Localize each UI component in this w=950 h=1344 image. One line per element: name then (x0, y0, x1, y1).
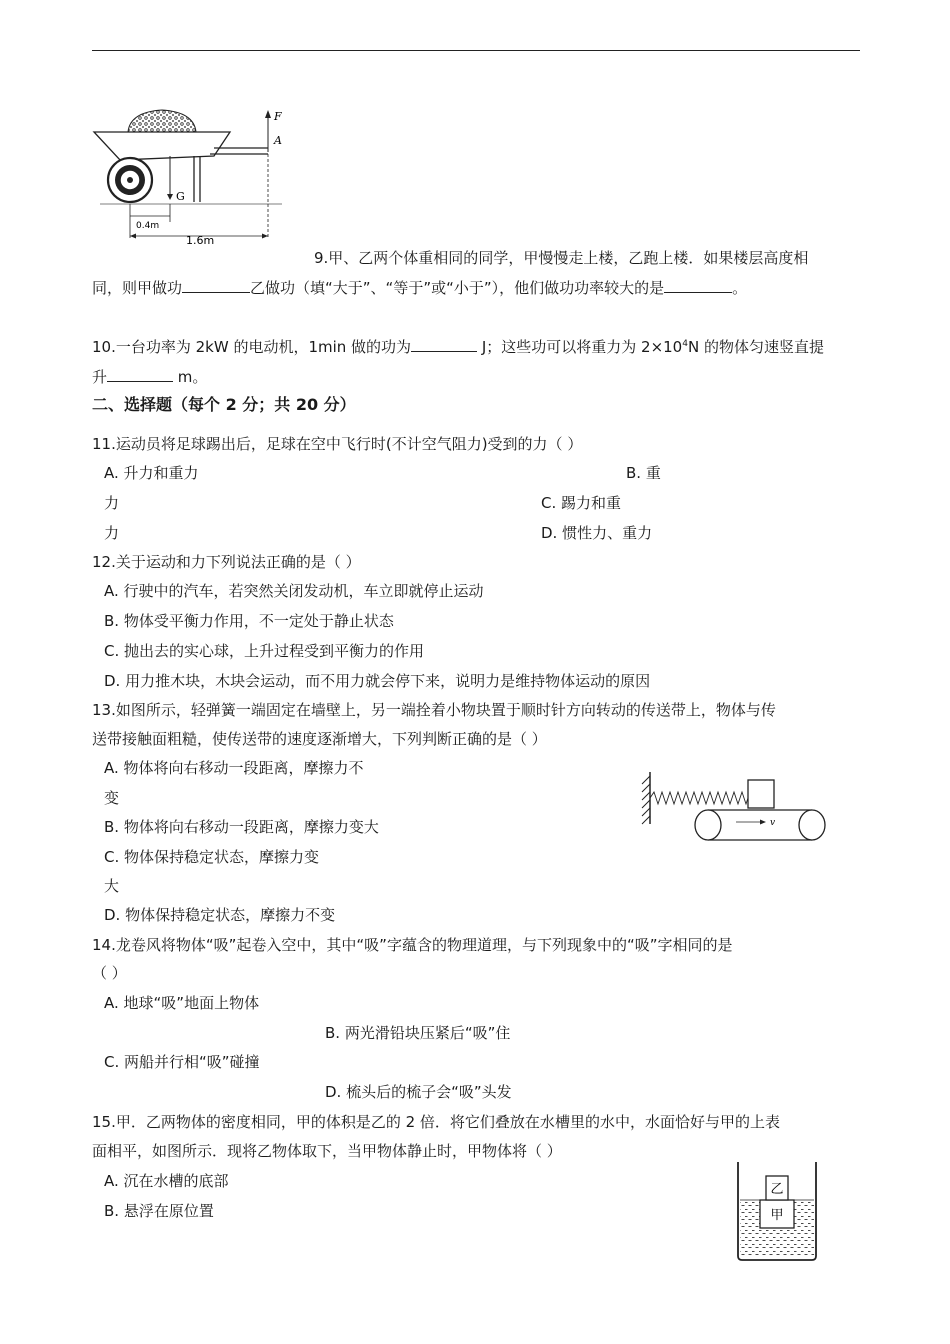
q10-exponent: 4 (682, 339, 688, 349)
wall-hatch (642, 776, 650, 824)
force-arrowhead (265, 110, 271, 118)
leg-shape (194, 156, 200, 202)
q10-blank-2 (107, 367, 173, 382)
q10-line1-a: 10.一台功率为 2kW 的电动机，1min 做的功为 (92, 338, 412, 356)
force-label: F (274, 110, 282, 123)
q12-option-a[interactable]: A. 行驶中的汽车，若突然关闭发动机，车立即就停止运动 (104, 582, 484, 600)
velocity-label: v (770, 818, 776, 828)
long-dist-label: 1.6m (186, 234, 215, 246)
weight-arrowhead (167, 194, 173, 200)
q13-stem-1: 13.如图所示，轻弹簧一端固定在墙壁上，另一端拴着小物块置于顺时针方向转动的传送带上，物体与传 (92, 701, 776, 719)
q15-stem-2: 面相平，如图所示．现将乙物体取下，当甲物体静止时，甲物体将（ ） (92, 1142, 562, 1160)
q10-blank-1 (411, 337, 477, 352)
section-2-title: 二、选择题（每个 2 分；共 20 分） (92, 395, 356, 414)
q10-line2-a: 升 (92, 368, 108, 386)
q14-stem-1: 14.龙卷风将物体“吸”起卷入空中，其中“吸”字蕴含的物理道理，与下列现象中的“吸”字相同的是 (92, 936, 733, 954)
q13-option-d[interactable]: D. 物体保持稳定状态，摩擦力不变 (104, 906, 336, 924)
q9-line2-a: 同，则甲做功 (92, 279, 183, 297)
q11-option-b-cont: 力 (104, 494, 120, 512)
weight-label: G (176, 190, 185, 203)
wheelbarrow-figure (90, 104, 290, 246)
left-roller (695, 810, 721, 840)
spring (650, 792, 752, 804)
q13-stem-2: 送带接触面粗糙，使传送带的速度逐渐增大，下列判断正确的是（ ） (92, 730, 547, 748)
q15-stem-1: 15.甲．乙两物体的密度相同，甲的体积是乙的 2 倍．将它们叠放在水槽里的水中，水面恰好与甲的上表 (92, 1113, 780, 1131)
q11-stem: 11.运动员将足球踢出后，足球在空中飞行时(不计空气阻力)受到的力（ ） (92, 435, 583, 453)
q10-line1-b: J；这些功可以将重力为 2×10 (477, 338, 683, 356)
point-label: A (274, 134, 282, 147)
body-jia-label: 甲 (770, 1208, 784, 1223)
q10-line2 (92, 367, 207, 387)
right-roller (799, 810, 825, 840)
q12-stem: 12.关于运动和力下列说法正确的是（ ） (92, 553, 361, 571)
q9-line2 (92, 278, 747, 298)
q13-option-b[interactable]: B. 物体将向右移动一段距离，摩擦力变大 (104, 818, 379, 836)
q13-option-c[interactable]: C. 物体保持稳定状态，摩擦力变 (104, 848, 320, 866)
q13-option-a[interactable]: A. 物体将向右移动一段距离，摩擦力不 (104, 759, 364, 777)
q9-line2-b: 乙做功（填“大于”、“等于”或“小于”），他们做功功率较大的是 (250, 279, 665, 297)
conveyor-figure (636, 770, 832, 844)
q9-line2-c: 。 (732, 279, 748, 297)
q14-option-c[interactable]: C. 两船并行相“吸”碰撞 (104, 1053, 260, 1071)
q11-option-a[interactable]: A. 升力和重力 (104, 464, 199, 482)
q12-option-d[interactable]: D. 用力推木块，木块会运动，而不用力就会停下来，说明力是维持物体运动的原因 (104, 672, 651, 690)
q11-option-b[interactable]: B. 重 (626, 464, 661, 482)
q9-line1: 9.甲、乙两个体重相同的同学，甲慢慢走上楼，乙跑上楼．如果楼层高度相 (314, 249, 809, 267)
q10-line2-b: m。 (173, 368, 208, 386)
q9-blank-1 (182, 278, 250, 293)
q11-option-c-cont: 力 (104, 524, 120, 542)
q14-option-b[interactable]: B. 两光滑铅块压紧后“吸”住 (325, 1024, 511, 1042)
tank-figure (734, 1160, 820, 1264)
q14-stem-2: （ ） (92, 964, 127, 982)
q13-option-a-cont: 变 (104, 789, 120, 807)
body-yi-label: 乙 (770, 1182, 784, 1197)
q11-option-d[interactable]: D. 惯性力、重力 (541, 524, 653, 542)
header-rule (92, 50, 860, 51)
q14-option-a[interactable]: A. 地球“吸”地面上物体 (104, 994, 260, 1012)
q12-option-c[interactable]: C. 抛出去的实心球，上升过程受到平衡力的作用 (104, 642, 425, 660)
q9-blank-2 (664, 278, 732, 293)
wheel-hub (127, 177, 133, 183)
q10-line1-c: N 的物体匀速竖直提 (687, 338, 824, 356)
load-shape (128, 110, 196, 132)
short-dist-label: 0.4m (136, 221, 160, 231)
q10-line1 (92, 337, 824, 357)
q15-option-a[interactable]: A. 沉在水槽的底部 (104, 1172, 229, 1190)
block (748, 780, 774, 808)
q14-option-d[interactable]: D. 梳头后的梳子会“吸”头发 (325, 1083, 512, 1101)
q12-option-b[interactable]: B. 物体受平衡力作用，不一定处于静止状态 (104, 612, 394, 630)
q15-option-b[interactable]: B. 悬浮在原位置 (104, 1202, 214, 1220)
q11-option-c[interactable]: C. 踢力和重 (541, 494, 622, 512)
q13-option-c-cont: 大 (104, 877, 120, 895)
tray-shape (94, 132, 230, 160)
velocity-arrowhead (760, 820, 766, 825)
